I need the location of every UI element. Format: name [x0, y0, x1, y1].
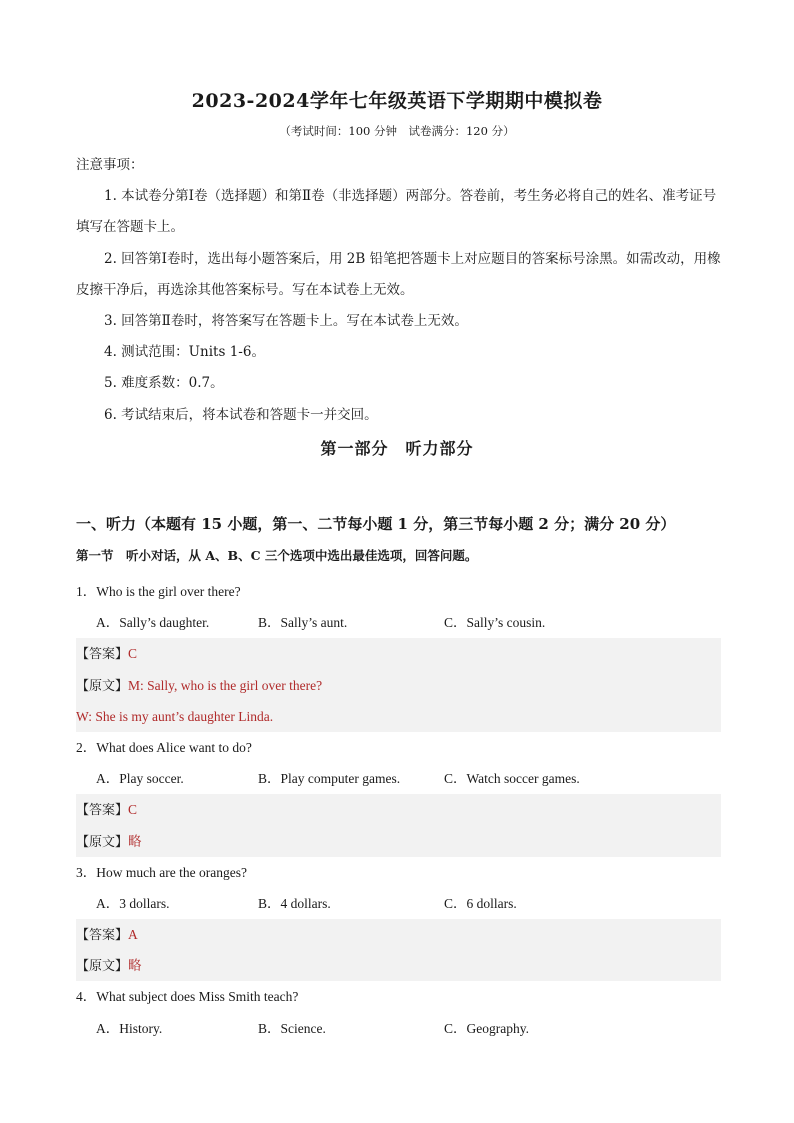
answer-value: C — [128, 802, 138, 818]
exam-title: 2023-2024学年七年级英语下学期期中模拟卷 — [191, 90, 603, 112]
script-text: 略 — [128, 833, 142, 849]
script-extra-row: W: She is my aunt’s daughter Linda. — [76, 701, 721, 732]
option-a: A．3 dollars. — [96, 895, 170, 911]
option-a: A．History. — [96, 1020, 163, 1036]
answer-value: C — [128, 646, 138, 662]
notes-block — [76, 150, 721, 431]
answer-row — [76, 919, 721, 950]
option-b: B．Play computer games. — [258, 771, 401, 787]
section-heading: 一、听力（本题有 15 小题，第一、二节每小题 1 分，第三节每小题 2 分；满分 20 分） — [76, 515, 676, 533]
question-stem: 4．What subject does Miss Smith teach? — [76, 989, 299, 1005]
script-tag: 【原文】 — [76, 959, 129, 975]
answer-tag: 【答案】 — [76, 803, 129, 819]
note-item: 6. 考试结束后，将本试卷和答题卡一并交回。 — [104, 406, 378, 423]
script-tag: 【原文】 — [76, 678, 129, 694]
question-stem: 3．How much are the oranges? — [76, 864, 247, 880]
notes-heading: 注意事项： — [76, 157, 144, 173]
exam-subtitle: （考试时间：100 分钟 试卷满分：120 分） — [279, 124, 515, 138]
script-text: M: Sally, who is the girl over there? — [128, 677, 323, 693]
questions-list — [76, 576, 721, 1044]
answer-tag: 【答案】 — [76, 647, 129, 663]
question-stem: 2．What does Alice want to do? — [76, 739, 252, 755]
note-item: 3. 回答第Ⅱ卷时，将答案写在答题卡上。写在本试卷上无效。 — [104, 313, 468, 330]
script-text: 略 — [128, 958, 142, 974]
option-b: B．Sally’s aunt. — [258, 615, 348, 631]
question-options — [76, 763, 721, 794]
option-c: C．Watch soccer games. — [444, 771, 580, 787]
answer-row — [76, 794, 721, 825]
option-c: C．Geography. — [444, 1020, 529, 1036]
option-b: B．Science. — [258, 1020, 326, 1036]
script-row — [76, 950, 721, 981]
question-options — [76, 607, 721, 638]
option-c: C．6 dollars. — [444, 895, 517, 911]
note-item: 4. 测试范围：Units 1-6。 — [104, 344, 265, 361]
option-a: A．Sally’s daughter. — [96, 615, 210, 631]
script-tag: 【原文】 — [76, 834, 129, 850]
note-item: 1. 本试卷分第Ⅰ卷（选择题）和第Ⅱ卷（非选择题）两部分。答卷前，考生务必将自己的姓名、准考证号填写在答题卡上。 — [76, 188, 717, 236]
option-c: C．Sally’s cousin. — [444, 615, 546, 631]
subsection-heading: 第一节 听小对话，从 A、B、C 三个选项中选出最佳选项，回答问题。 — [76, 548, 478, 563]
option-b: B．4 dollars. — [258, 895, 331, 911]
answer-tag: 【答案】 — [76, 928, 129, 944]
part-title: 第一部分 听力部分 — [320, 439, 474, 458]
note-item: 5. 难度系数：0.7。 — [104, 375, 224, 392]
script-row — [76, 670, 721, 701]
answer-row — [76, 638, 721, 669]
option-a: A．Play soccer. — [96, 771, 184, 787]
note-item: 2. 回答第Ⅰ卷时，选出每小题答案后，用 2B 铅笔把答题卡上对应题目的答案标号涂黑。如需改动，用橡皮擦干净后，再选涂其他答案标号。写在本试卷上无效。 — [76, 250, 721, 298]
question-stem: 1．Who is the girl over there? — [76, 584, 241, 599]
question-options — [76, 888, 721, 919]
answer-value: A — [128, 927, 138, 943]
question-options — [76, 1013, 721, 1044]
script-row — [76, 826, 721, 857]
